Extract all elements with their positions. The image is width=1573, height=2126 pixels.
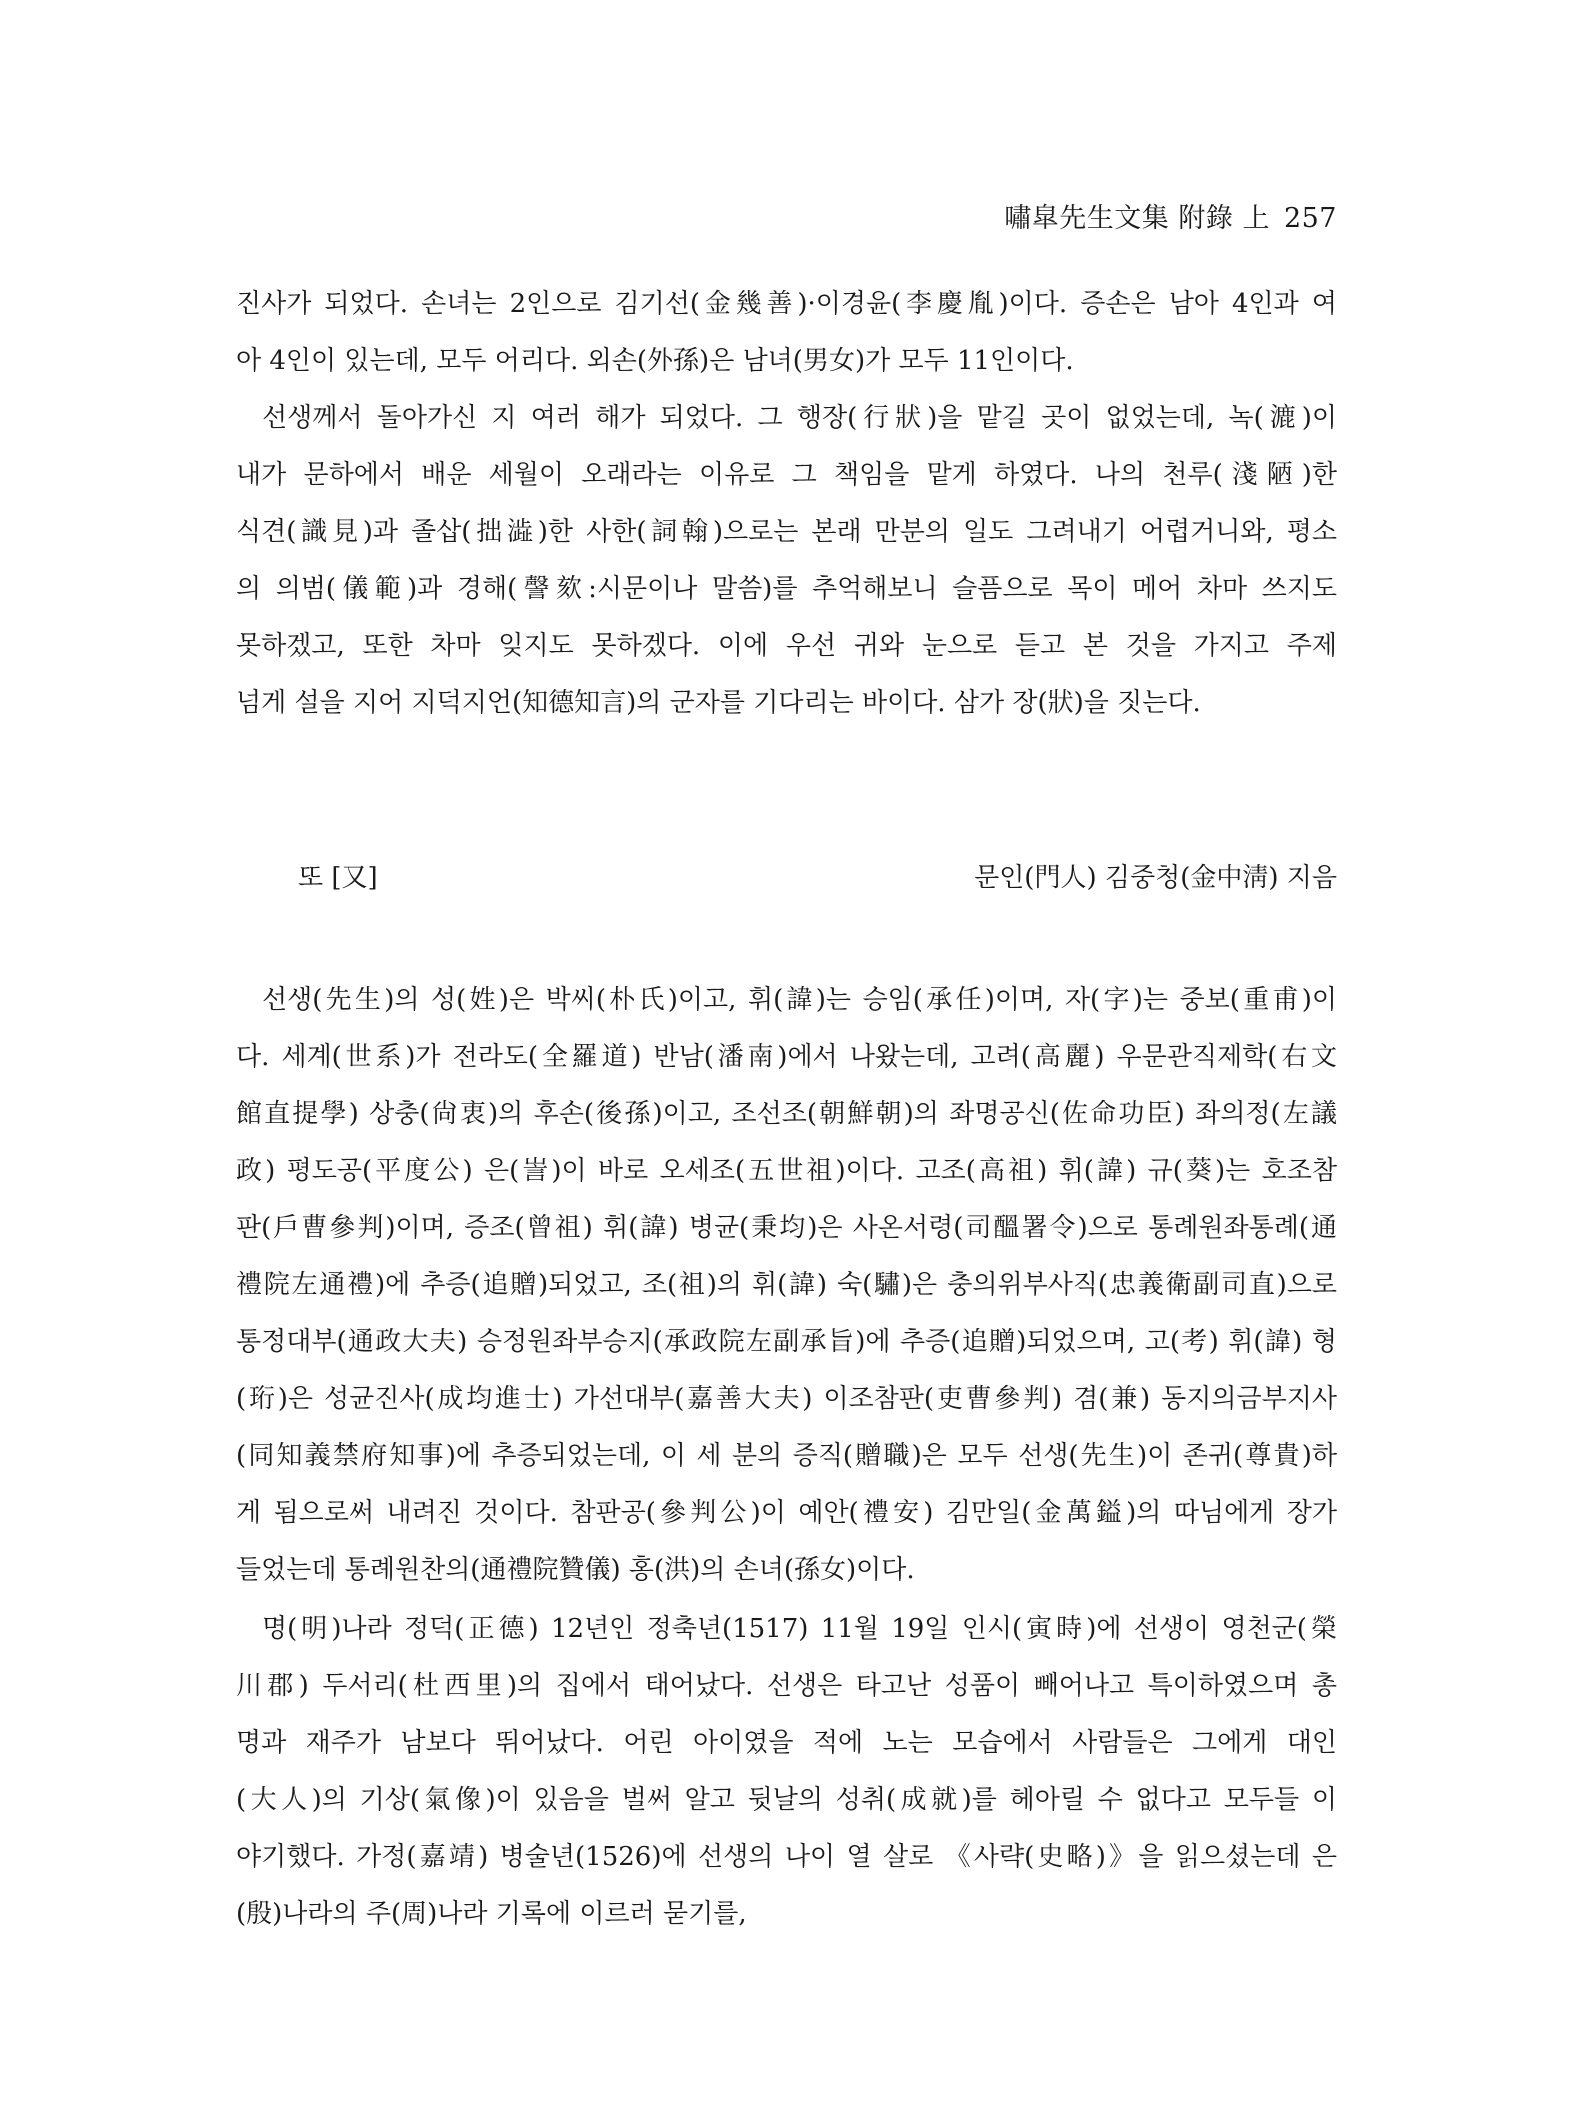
text-line: 명(明)나라 정덕(正德) 12년인 정축년(1517) 11월 19일 인시(寅時)에 선생이 영천군(榮 (262, 1614, 1337, 1644)
page-number: 257 (1283, 203, 1337, 234)
text-line: (殷)나라의 주(周)나라 기록에 이르러 묻기를, (236, 1899, 747, 1929)
text-line: 게 됨으로써 내려진 것이다. 참판공(參判公)이 예안(禮安) 김만일(金萬鎰)의 따님에게 장가 (236, 1498, 1337, 1528)
text-line: 다. 세계(世系)가 전라도(全羅道) 반남(潘南)에서 나왔는데, 고려(高麗) 우문관직제학(右文 (236, 1042, 1337, 1072)
text-line: 아 4인이 있는데, 모두 어리다. 외손(外孫)은 남녀(男女)가 모두 11인이다. (236, 346, 1074, 376)
text-line: 선생(先生)의 성(姓)은 박씨(朴氏)이고, 휘(諱)는 승임(承任)이며, 자(字)는 중보(重甫)이 (262, 985, 1337, 1015)
text-line: (大人)의 기상(氣像)이 있음을 벌써 알고 뒷날의 성취(成就)를 헤아릴 수 없다고 모두들 이 (236, 1785, 1337, 1815)
text-line: 야기했다. 가정(嘉靖) 병술년(1526)에 선생의 나이 열 살로 《사략(史略)》을 읽으셨는데 은 (236, 1842, 1337, 1872)
paragraph-3 (236, 972, 1337, 1599)
text-line: 명과 재주가 남보다 뛰어났다. 어린 아이였을 적에 노는 모습에서 사람들은 그에게 대인 (236, 1728, 1337, 1758)
running-header (1004, 196, 1337, 235)
text-line: 판(戶曹參判)이며, 증조(曾祖) 휘(諱) 병균(秉均)은 사온서령(司醞署令)으로 통례원좌통례(通 (236, 1213, 1337, 1243)
paragraph-2 (236, 390, 1337, 732)
text-line: 館直提學) 상충(尙衷)의 후손(後孫)이고, 조선조(朝鮮朝)의 좌명공신(佐命功臣) 좌의정(左議 (236, 1099, 1337, 1129)
text-line: (珩)은 성균진사(成均進士) 가선대부(嘉善大夫) 이조참판(吏曹參判) 겸(兼) 동지의금부지사 (236, 1384, 1337, 1414)
text-line: 통정대부(通政大夫) 승정원좌부승지(承政院左副承旨)에 추증(追贈)되었으며, 고(考) 휘(諱) 형 (236, 1327, 1337, 1357)
text-line: 식견(識見)과 졸삽(拙澁)한 사한(詞翰)으로는 본래 만분의 일도 그려내기 어렵거니와, 평소 (236, 517, 1337, 547)
book-title: 嘯皐先生文集 附錄 上 (1004, 203, 1270, 234)
text-line: 못하겠고, 또한 차마 잊지도 못하겠다. 이에 우선 귀와 눈으로 듣고 본 것을 가지고 주제 (236, 631, 1337, 661)
text-line: 진사가 되었다. 손녀는 2인으로 김기선(金幾善)·이경윤(李慶胤)이다. 증손은 남아 4인과 여 (236, 289, 1337, 319)
text-line: 政) 평도공(平度公) 은(訔)이 바로 오세조(五世祖)이다. 고조(高祖) 휘(諱) 규(葵)는 호조참 (236, 1156, 1337, 1186)
section-title: 또 [又] (298, 863, 378, 893)
section-heading (236, 858, 1337, 898)
text-line: 川郡) 두서리(杜西里)의 집에서 태어났다. 선생은 타고난 성품이 빼어나고 특이하였으며 총 (236, 1671, 1337, 1701)
paragraph-1 (236, 276, 1337, 390)
text-line: (同知義禁府知事)에 추증되었는데, 이 세 분의 증직(贈職)은 모두 선생(先生)이 존귀(尊貴)하 (236, 1441, 1337, 1471)
text-line: 선생께서 돌아가신 지 여러 해가 되었다. 그 행장(行狀)을 맡길 곳이 없었는데, 녹(漉)이 (262, 403, 1337, 433)
paragraph-4 (236, 1601, 1337, 1943)
text-line: 들었는데 통례원찬의(通禮院贊儀) 홍(洪)의 손녀(孫女)이다. (236, 1555, 915, 1585)
text-line: 내가 문하에서 배운 세월이 오래라는 이유로 그 책임을 맡게 하였다. 나의 천루(淺陋)한 (236, 460, 1337, 490)
text-line: 넘게 설을 지어 지덕지언(知德知言)의 군자를 기다리는 바이다. 삼가 장(狀)을 짓는다. (236, 688, 1201, 718)
section-author: 문인(門人) 김중청(金中淸) 지음 (974, 863, 1337, 893)
text-line: 의 의범(儀範)과 경해(謦欬:시문이나 말씀)를 추억해보니 슬픔으로 목이 메어 차마 쓰지도 (236, 574, 1337, 604)
text-line: 禮院左通禮)에 추증(追贈)되었고, 조(祖)의 휘(諱) 숙(驌)은 충의위부사직(忠義衛副司直)으로 (236, 1270, 1337, 1300)
